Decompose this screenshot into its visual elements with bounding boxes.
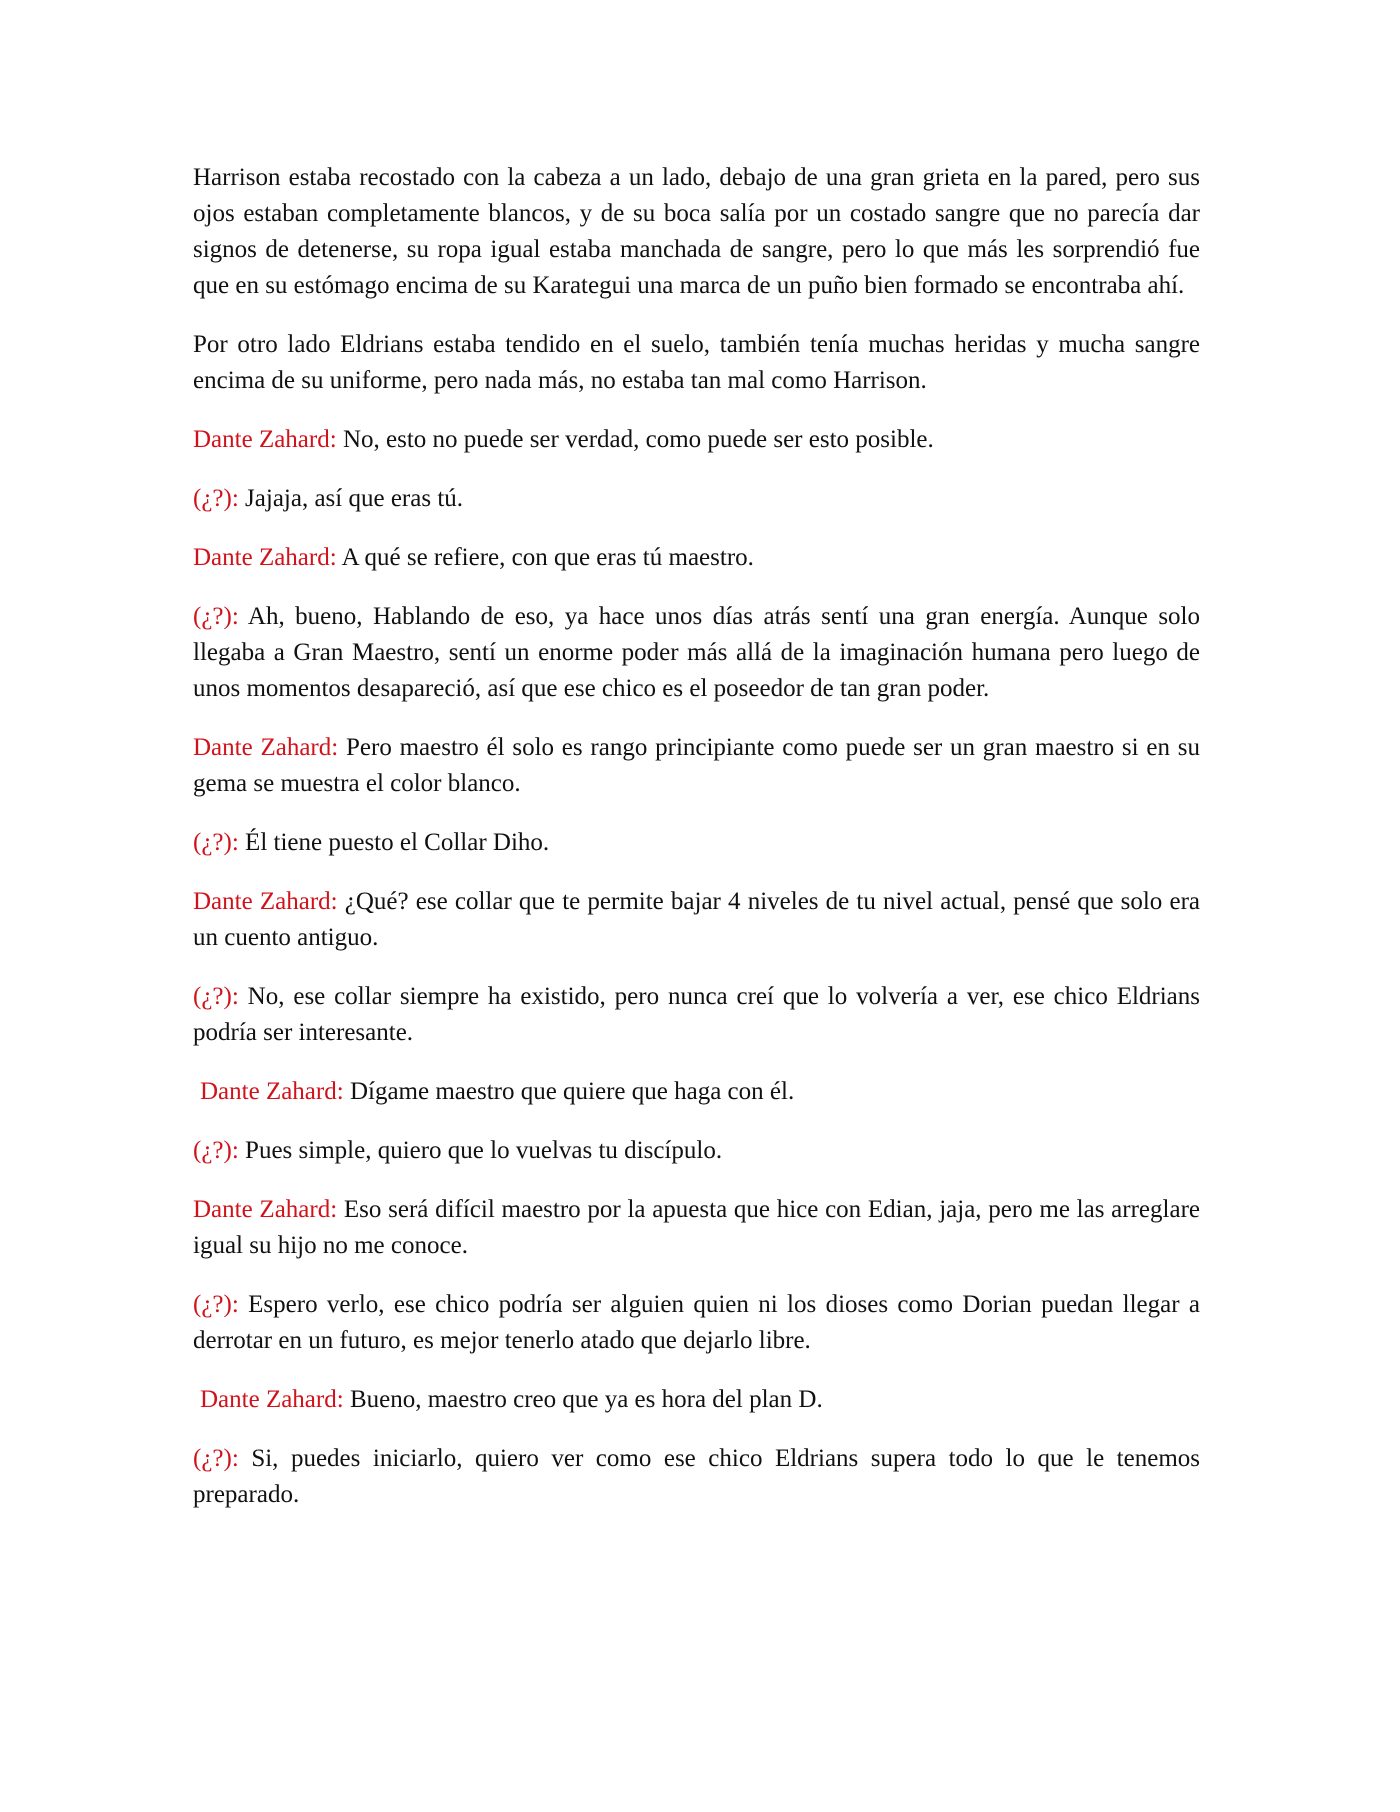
paragraph-text: Pero maestro él solo es rango principiante como puede ser un gran maestro si en su gema se muestra el color blanco. bbox=[193, 734, 1200, 797]
dialogue-paragraph bbox=[193, 1441, 1200, 1513]
paragraph-text: Pues simple, quiero que lo vuelvas tu discípulo. bbox=[245, 1137, 723, 1164]
speaker-label: Dante Zahard: bbox=[193, 888, 338, 915]
speaker-label: (¿?): bbox=[193, 485, 239, 512]
paragraph-text: Si, puedes iniciarlo, quiero ver como ese chico Eldrians supera todo lo que le tenemos preparado. bbox=[193, 1445, 1200, 1508]
speaker-label: Dante Zahard: bbox=[200, 1078, 344, 1105]
paragraph-text: Él tiene puesto el Collar Diho. bbox=[245, 829, 550, 856]
speaker-label: (¿?): bbox=[193, 1137, 239, 1164]
speaker-label: Dante Zahard: bbox=[193, 734, 339, 761]
speaker-label: Dante Zahard: bbox=[193, 426, 337, 453]
dialogue-paragraph bbox=[193, 540, 1200, 576]
paragraph-text: Bueno, maestro creo que ya es hora del plan D. bbox=[349, 1386, 823, 1413]
speaker-label: Dante Zahard: bbox=[193, 544, 337, 571]
paragraph-text: No, esto no puede ser verdad, como puede ser esto posible. bbox=[342, 426, 934, 453]
narration-paragraph bbox=[193, 327, 1200, 399]
paragraph-text: ¿Qué? ese collar que te permite bajar 4 niveles de tu nivel actual, pensé que solo era un cuento antiguo. bbox=[193, 888, 1200, 951]
paragraph-text: Eso será difícil maestro por la apuesta que hice con Edian, jaja, pero me las arreglare igual su hijo no me conoce. bbox=[193, 1196, 1200, 1259]
speaker-label: (¿?): bbox=[193, 829, 239, 856]
speaker-label: Dante Zahard: bbox=[193, 1196, 338, 1223]
paragraph-text: Harrison estaba recostado con la cabeza a un lado, debajo de una gran grieta en la pared, pero sus ojos estaban completamente blancos, y de su boca salía por un costado sangre que no parecía dar signos de detenerse, su ropa igual estaba manchada de sangre, pero lo que más les sorprendió fue que en su estómago encima de su Karategui una marca de un puño bien formado se encontraba ahí. bbox=[193, 164, 1200, 299]
dialogue-paragraph bbox=[193, 599, 1200, 707]
paragraph-text: Jajaja, así que eras tú. bbox=[245, 485, 464, 512]
document-body bbox=[193, 160, 1200, 1536]
paragraph-text: Ah, bueno, Hablando de eso, ya hace unos días atrás sentí una gran energía. Aunque solo llegaba a Gran Maestro, sentí un enorme poder más allá de la imaginación humana pero luego de unos momentos desapareció, así que ese chico es el poseedor de tan gran poder. bbox=[193, 603, 1200, 702]
paragraph-text: Por otro lado Eldrians estaba tendido en el suelo, también tenía muchas heridas y mucha sangre encima de su uniforme, pero nada más, no estaba tan mal como Harrison. bbox=[193, 331, 1200, 394]
paragraph-text: A qué se refiere, con que eras tú maestro. bbox=[341, 544, 754, 571]
dialogue-paragraph bbox=[193, 979, 1200, 1051]
dialogue-paragraph bbox=[193, 730, 1200, 802]
paragraph-text: Espero verlo, ese chico podría ser alguien quien ni los dioses como Dorian puedan llegar a derrotar en un futuro, es mejor tenerlo atado que dejarlo libre. bbox=[193, 1291, 1200, 1354]
dialogue-paragraph bbox=[193, 825, 1200, 861]
speaker-label: (¿?): bbox=[193, 1445, 239, 1472]
speaker-label: (¿?): bbox=[193, 1291, 239, 1318]
dialogue-paragraph bbox=[193, 1382, 1200, 1418]
dialogue-paragraph bbox=[193, 1192, 1200, 1264]
narration-paragraph bbox=[193, 160, 1200, 304]
speaker-label: (¿?): bbox=[193, 603, 239, 630]
dialogue-paragraph bbox=[193, 1287, 1200, 1359]
paragraph-text: No, ese collar siempre ha existido, pero nunca creí que lo volvería a ver, ese chico Eldrians podría ser interesante. bbox=[193, 983, 1201, 1046]
dialogue-paragraph bbox=[193, 1074, 1200, 1110]
dialogue-paragraph bbox=[193, 884, 1200, 956]
dialogue-paragraph bbox=[193, 422, 1200, 458]
speaker-label: (¿?): bbox=[193, 983, 239, 1010]
speaker-label: Dante Zahard: bbox=[200, 1386, 344, 1413]
paragraph-text: Dígame maestro que quiere que haga con él. bbox=[349, 1078, 795, 1105]
dialogue-paragraph bbox=[193, 1133, 1200, 1169]
dialogue-paragraph bbox=[193, 481, 1200, 517]
